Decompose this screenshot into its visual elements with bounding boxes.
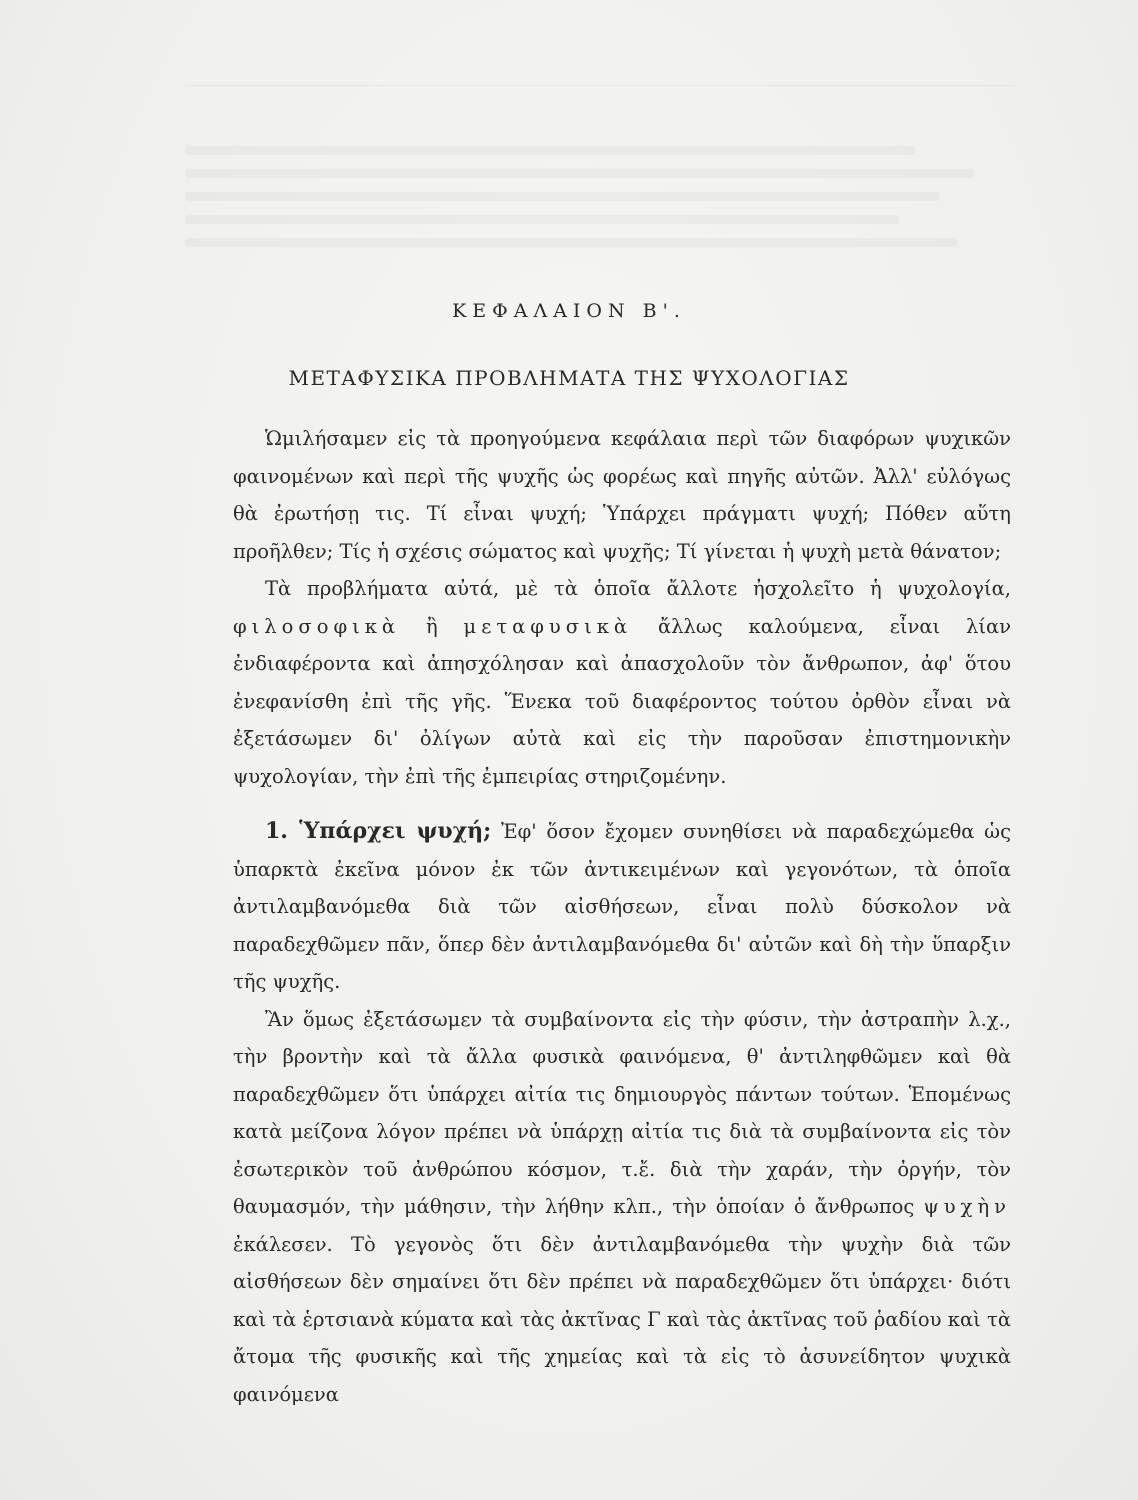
intro-p2-or: ἢ: [425, 614, 438, 638]
section-1-p2-start: Ἂν ὅμως ἐξετάσωμεν τὰ συμβαίνοντα εἰς τὴν φύσιν, τὴν ἀστραπὴν λ.χ., τὴν βροντὴν καὶ τὰ ἄλλα φυσικὰ φαινόμενα, θ' ἀντιληφθῶμεν καὶ θὰ παραδεχθῶμεν ὅτι ὑπάρχει αἰτία τις δημιουργὸς πάντων τούτων. Ἑπομένως κατὰ μείζονα λόγον πρέπει νὰ ὑπάρχῃ αἰτία τις διὰ τὰ συμβαίνοντα εἰς τὸν ἐσωτερικὸν τοῦ ἀνθρώπου κόσμον, τ.ἔ. διὰ τὴν χαράν, τὴν ὀργήν, τὸν θαυμασμόν, τὴν μάθησιν, τὴν λήθην κλπ., τὴν ὁποίαν ὁ ἄνθρωπος: [233, 1007, 1011, 1218]
intro-paragraph-1: Ὡμιλήσαμεν εἰς τὰ προηγούμενα κεφάλαια περὶ τῶν διαφόρων ψυχικῶν φαινομένων καὶ περὶ τῆς ψυχῆς ὡς φορέως καὶ πηγῆς αὐτῶν. Ἀλλ' εὐλόγως θὰ ἐρωτήσῃ τις. Τί εἶναι ψυχή; Ὑπάρχει πράγματι ψυχή; Πόθεν αὕτη προῆλθεν; Τίς ἡ σχέσις σώματος καὶ ψυχῆς; Τί γίνεται ἡ ψυχὴ μετὰ θάνατον;: [233, 427, 1011, 563]
section-1-p2-end: ἐκάλεσεν. Τὸ γεγονὸς ὅτι δὲν ἀντιλαμβανόμεθα τὴν ψυχὴν διὰ τῶν αἰσθήσεων δὲν σημαίνει ὅτι δὲν πρέπει νὰ παραδεχθῶμεν ὅτι ὑπάρχει· διότι καὶ τὰ ἑρτσιανὰ κύματα καὶ τὰς ἀκτῖνας Γ καὶ τὰς ἀκτῖνας τοῦ ῥαδίου καὶ τὰ ἄτομα τῆς φυσικῆς καὶ τῆς χημείας καὶ τὰ εἰς τὸ ἀσυνείδητον ψυχικὰ φαινόμενα: [233, 1232, 1011, 1406]
intro-p2-end: ἄλλως καλούμενα, εἶναι λίαν ἐνδιαφέροντα καὶ ἀπησχόλησαν καὶ ἀπασχολοῦν τὸν ἄνθρωπον, ἀφ' ὅτου ἐνεφανίσθη ἐπὶ τῆς γῆς. Ἕνεκα τοῦ διαφέροντος τούτου ὀρθὸν εἶναι νὰ ἐξετάσωμεν δι' ὀλίγων αὐτὰ καὶ εἰς τὴν παροῦσαν ἐπιστημονικὴν ψυχολογίαν, τὴν ἐπὶ τῆς ἐμπειρίας στηριζομένην.: [233, 614, 1012, 788]
intro-p2-start: Τὰ προβλήματα αὐτά, μὲ τὰ ὁποῖα ἄλλοτε ἠσχολεῖτο ἡ ψυχολογία,: [265, 577, 1011, 600]
section-1-heading: 1. Ὑπάρχει ψυχή;: [265, 818, 492, 844]
body-text: [233, 420, 1011, 1413]
chapter-title: ΜΕΤΑΦΥΣΙΚΑ ΠΡΟΒΛΗΜΑΤΑ ΤΗΣ ΨΥΧΟΛΟΓΙΑΣ: [288, 366, 850, 390]
spaced-word-soul: ψυχὴν: [923, 1195, 1011, 1218]
section-1-paragraph-1: [233, 813, 1011, 1001]
intro-paragraph-2: [233, 570, 1011, 795]
section-1-p1-text: Ἐφ' ὅσον ἔχομεν συνηθίσει νὰ παραδεχώμεθα ὡς ὑπαρκτὰ ἐκεῖνα μόνον ἐκ τῶν ἀντικειμένων καὶ γεγονότων, τὰ ὁποῖα ἀντιλαμβανόμεθα διὰ τῶν αἰσθήσεων, εἶναι πολὺ δύσκολον νὰ παραδεχθῶμεν πᾶν, ὅπερ δὲν ἀντιλαμβανόμεθα δι' αὐτῶν καὶ δὴ τὴν ὕπαρξιν τῆς ψυχῆς.: [233, 820, 1011, 993]
spaced-word-philosophical: φιλοσοφικὰ: [233, 614, 401, 638]
section-1-paragraph-2: [233, 1001, 1011, 1414]
chapter-number: ΚΕΦΑΛΑΙΟΝ Β'.: [452, 300, 686, 322]
spaced-word-metaphysical: μεταφυσικὰ: [463, 614, 633, 638]
